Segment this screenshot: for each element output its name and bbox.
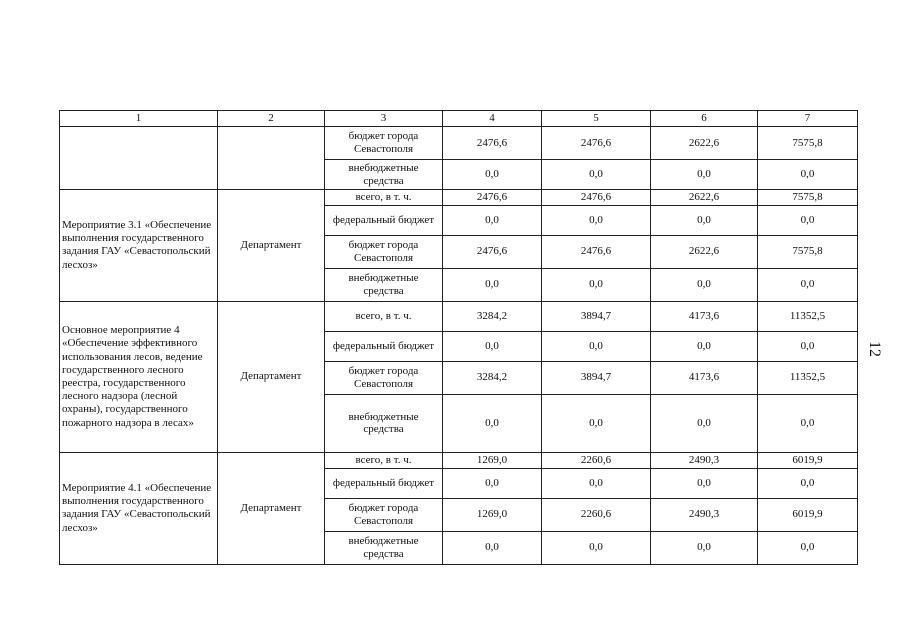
budget-table bbox=[59, 110, 858, 565]
funding-source-cell: всего, в т. ч. bbox=[325, 452, 443, 468]
department-cell: Департамент bbox=[218, 452, 325, 564]
table-row bbox=[60, 127, 858, 160]
funding-source-cell: бюджет города Севастополя bbox=[325, 361, 443, 394]
value-cell: 0,0 bbox=[542, 531, 651, 564]
value-cell: 7575,8 bbox=[758, 190, 858, 206]
empty-department-cell bbox=[218, 127, 325, 190]
value-cell: 4173,6 bbox=[651, 361, 758, 394]
value-cell: 0,0 bbox=[443, 394, 542, 452]
value-cell: 0,0 bbox=[542, 268, 651, 301]
value-cell: 0,0 bbox=[651, 331, 758, 361]
value-cell: 0,0 bbox=[758, 468, 858, 498]
value-cell: 0,0 bbox=[443, 268, 542, 301]
activity-name-cell: Основное мероприятие 4 «Обеспечение эффективного использования лесов, ведение государственного лесного реестра, государственного лесного надзора (лесной охраны), государственного пожарного надзора в лесах» bbox=[60, 301, 218, 452]
value-cell: 0,0 bbox=[651, 205, 758, 235]
value-cell: 0,0 bbox=[542, 468, 651, 498]
value-cell: 0,0 bbox=[758, 268, 858, 301]
value-cell: 11352,5 bbox=[758, 361, 858, 394]
funding-source-cell: бюджет города Севастополя bbox=[325, 235, 443, 268]
value-cell: 0,0 bbox=[651, 468, 758, 498]
department-cell: Департамент bbox=[218, 190, 325, 302]
value-cell: 2622,6 bbox=[651, 235, 758, 268]
funding-source-cell: всего, в т. ч. bbox=[325, 190, 443, 206]
value-cell: 0,0 bbox=[542, 160, 651, 190]
value-cell: 2260,6 bbox=[542, 452, 651, 468]
value-cell: 0,0 bbox=[758, 331, 858, 361]
value-cell: 0,0 bbox=[443, 205, 542, 235]
value-cell: 4173,6 bbox=[651, 301, 758, 331]
value-cell: 6019,9 bbox=[758, 498, 858, 531]
value-cell: 0,0 bbox=[758, 531, 858, 564]
value-cell: 2476,6 bbox=[542, 190, 651, 206]
value-cell: 2476,6 bbox=[443, 235, 542, 268]
header-cell: 2 bbox=[218, 111, 325, 127]
value-cell: 2476,6 bbox=[542, 235, 651, 268]
value-cell: 0,0 bbox=[443, 331, 542, 361]
value-cell: 0,0 bbox=[651, 160, 758, 190]
header-cell: 1 bbox=[60, 111, 218, 127]
value-cell: 2476,6 bbox=[542, 127, 651, 160]
header-cell: 5 bbox=[542, 111, 651, 127]
funding-source-cell: всего, в т. ч. bbox=[325, 301, 443, 331]
value-cell: 0,0 bbox=[443, 160, 542, 190]
value-cell: 3894,7 bbox=[542, 361, 651, 394]
value-cell: 2260,6 bbox=[542, 498, 651, 531]
value-cell: 2490,3 bbox=[651, 452, 758, 468]
value-cell: 7575,8 bbox=[758, 235, 858, 268]
value-cell: 0,0 bbox=[443, 468, 542, 498]
value-cell: 0,0 bbox=[651, 268, 758, 301]
funding-source-cell: федеральный бюджет bbox=[325, 205, 443, 235]
funding-source-cell: внебюджетные средства bbox=[325, 394, 443, 452]
header-cell: 7 bbox=[758, 111, 858, 127]
value-cell: 1269,0 bbox=[443, 452, 542, 468]
table-header-row bbox=[60, 111, 858, 127]
value-cell: 2476,6 bbox=[443, 190, 542, 206]
value-cell: 3284,2 bbox=[443, 361, 542, 394]
header-cell: 3 bbox=[325, 111, 443, 127]
value-cell: 7575,8 bbox=[758, 127, 858, 160]
table-row bbox=[60, 452, 858, 468]
page-number: 12 bbox=[866, 341, 883, 357]
empty-name-cell bbox=[60, 127, 218, 190]
department-cell: Департамент bbox=[218, 301, 325, 452]
funding-source-cell: внебюджетные средства bbox=[325, 160, 443, 190]
value-cell: 0,0 bbox=[758, 394, 858, 452]
value-cell: 2476,6 bbox=[443, 127, 542, 160]
value-cell: 0,0 bbox=[758, 205, 858, 235]
value-cell: 0,0 bbox=[443, 531, 542, 564]
table-row bbox=[60, 301, 858, 331]
value-cell: 3284,2 bbox=[443, 301, 542, 331]
funding-source-cell: бюджет города Севастополя bbox=[325, 498, 443, 531]
header-cell: 4 bbox=[443, 111, 542, 127]
value-cell: 2622,6 bbox=[651, 190, 758, 206]
funding-source-cell: федеральный бюджет bbox=[325, 331, 443, 361]
value-cell: 6019,9 bbox=[758, 452, 858, 468]
value-cell: 0,0 bbox=[651, 531, 758, 564]
activity-name-cell: Мероприятие 4.1 «Обеспечение выполнения государственного задания ГАУ «Севастопольский лесхоз» bbox=[60, 452, 218, 564]
activity-name-cell: Мероприятие 3.1 «Обеспечение выполнения государственного задания ГАУ «Севастопольский лесхоз» bbox=[60, 190, 218, 302]
value-cell: 0,0 bbox=[542, 331, 651, 361]
value-cell: 0,0 bbox=[758, 160, 858, 190]
value-cell: 1269,0 bbox=[443, 498, 542, 531]
funding-source-cell: внебюджетные средства bbox=[325, 268, 443, 301]
funding-source-cell: федеральный бюджет bbox=[325, 468, 443, 498]
value-cell: 0,0 bbox=[542, 205, 651, 235]
funding-source-cell: бюджет города Севастополя bbox=[325, 127, 443, 160]
header-cell: 6 bbox=[651, 111, 758, 127]
table-row bbox=[60, 190, 858, 206]
value-cell: 11352,5 bbox=[758, 301, 858, 331]
value-cell: 2490,3 bbox=[651, 498, 758, 531]
value-cell: 0,0 bbox=[542, 394, 651, 452]
value-cell: 2622,6 bbox=[651, 127, 758, 160]
value-cell: 0,0 bbox=[651, 394, 758, 452]
funding-source-cell: внебюджетные средства bbox=[325, 531, 443, 564]
value-cell: 3894,7 bbox=[542, 301, 651, 331]
